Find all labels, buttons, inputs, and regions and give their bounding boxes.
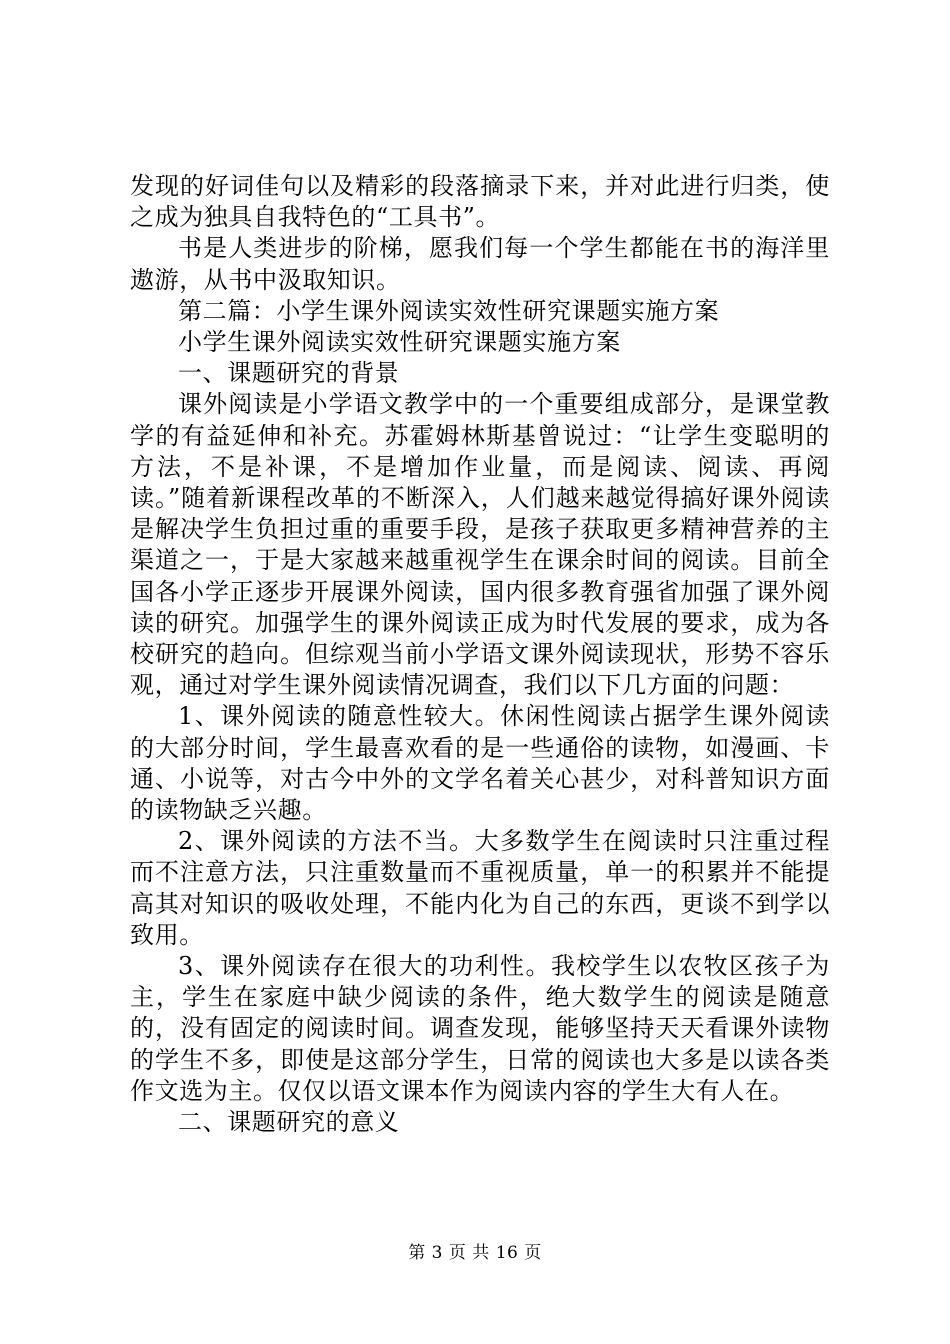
heading-significance: 二、课题研究的意义 [178, 1108, 400, 1137]
paragraph-problem-3: 3、课外阅读存在很大的功利性。我校学生以农牧区孩子为主，学生在家庭中缺少阅读的条件，绝大数学生的阅读是随意的，没有固定的阅读时间。调查发现，能够坚持天天看课外读物的学生不多，即使是这部分学生，日常的阅读也大多是以读各类作文选为主。仅仅以语文课本作为阅读内容的学生大有人在。 [130, 952, 830, 1105]
document-title: 小学生课外阅读实效性研究课题实施方案 [178, 328, 621, 357]
document-body [130, 171, 830, 1138]
paragraph-problem-2: 2、课外阅读的方法不当。大多数学生在阅读时只注重过程而不注意方法，只注重数量而不重视质量，单一的积累并不能提高其对知识的吸收处理，不能内化为自己的东西，更谈不到学以致用。 [130, 827, 830, 949]
heading-background: 一、课题研究的背景 [178, 359, 400, 388]
section-heading-part-two: 第二篇：小学生课外阅读实效性研究课题实施方案 [178, 296, 720, 325]
paragraph-continuation: 发现的好词佳句以及精彩的段落摘录下来，并对此进行归类，使之成为独具自我特色的“工具书”。 [130, 172, 830, 232]
page-number-footer: 第 3 页 共 16 页 [408, 1243, 542, 1263]
paragraph-problem-1: 1、课外阅读的随意性较大。休闲性阅读占据学生课外阅读的大部分时间，学生最喜欢看的是一些通俗的读物，如漫画、卡通、小说等，对古今中外的文学名着关心甚少，对科普知识方面的读物缺乏兴趣。 [130, 702, 830, 825]
paragraph-closing: 书是人类进步的阶梯，愿我们每一个学生都能在书的海洋里遨游，从书中汲取知识。 [130, 234, 830, 294]
paragraph-background: 课外阅读是小学语文教学中的一个重要组成部分，是课堂教学的有益延伸和补充。苏霍姆林斯基曾说过：“让学生变聪明的方法，不是补课，不是增加作业量，而是阅读、阅读、再阅读。”随着新课程改革的不断深入，人们越来越觉得搞好课外阅读是解决学生负担过重的重要手段，是孩子获取更多精神营养的主渠道之一，于是大家越来越重视学生在课余时间的阅读。目前全国各小学正逐步开展课外阅读，国内很多教育强省加强了课外阅读的研究。加强学生的课外阅读正成为时代发展的要求，成为各校研究的趋向。但综观当前小学语文课外阅读现状，形势不容乐观，通过对学生课外阅读情况调查，我们以下几方面的问题： [130, 390, 830, 700]
